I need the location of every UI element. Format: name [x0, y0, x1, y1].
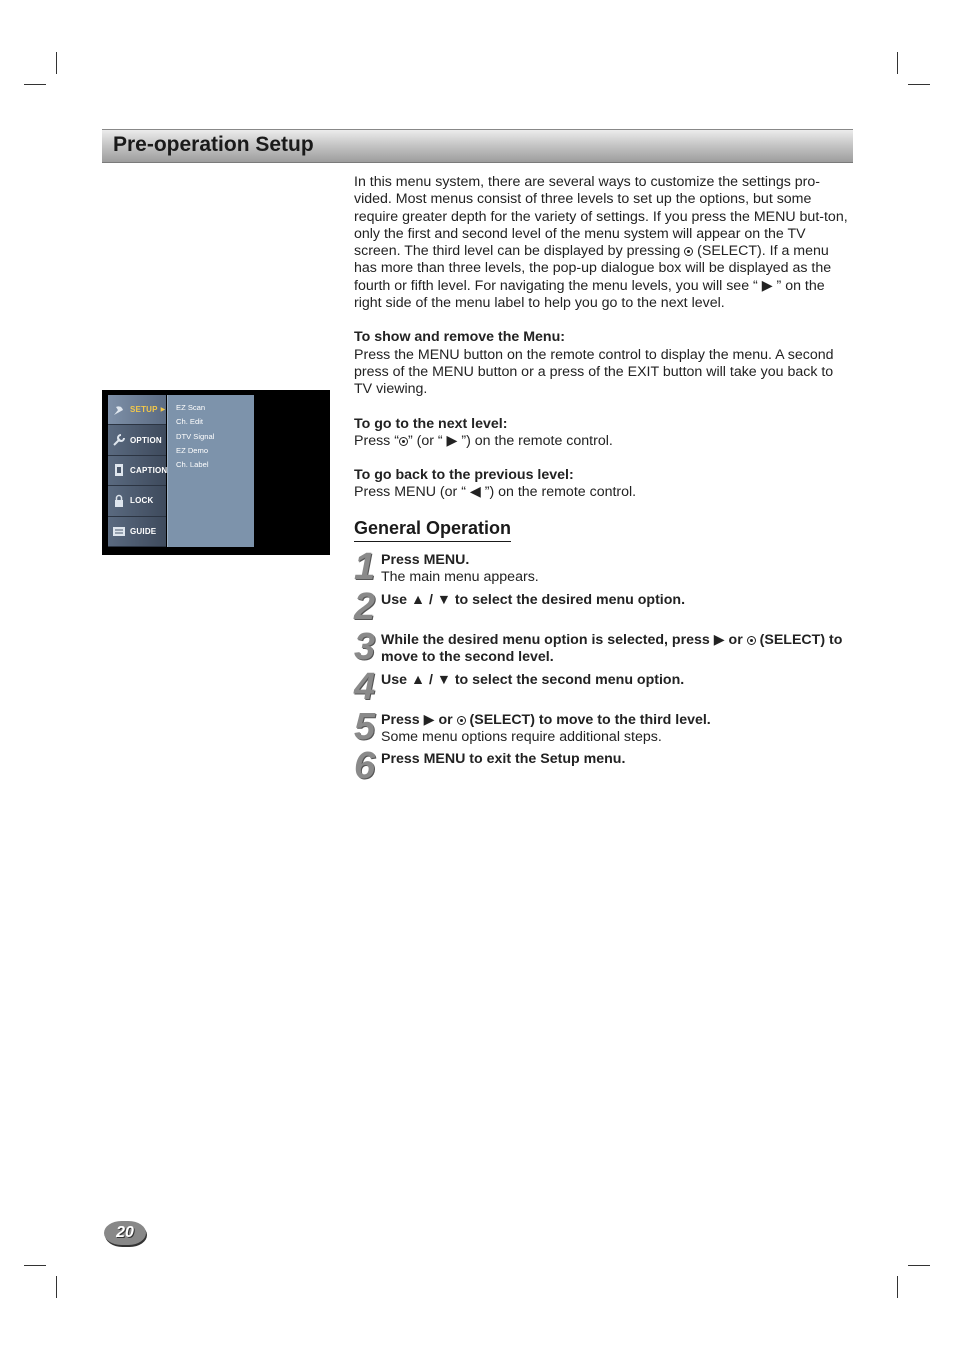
menu-item-guide: GUIDE [108, 517, 166, 547]
intro-paragraph: In this menu system, there are several ways to customize the settings pro-vided. Most menus consist of three levels to set up the options, but some require greater depth for the variety of settings. If you press the MENU but-ton, only the first and second level of the menu system will appear on the TV screen. The third level can be displayed by pressing (SELECT). If a menu has more than three levels, the pop-up dialogue box will be displayed as the fourth or fifth level. For navigating the menu levels, you will see “ ▶ ” on the right side of the menu label to help you go to the next level. [354, 174, 848, 312]
page-number: 20 [116, 1224, 134, 1241]
crop-mark [897, 52, 898, 74]
step-instruction: While the desired menu option is selected, press ▶ or (SELECT) to move to the second level. [381, 632, 843, 666]
section-title-bar [102, 129, 853, 163]
general-operation-heading: General Operation [354, 518, 511, 542]
menu-item-lock: LOCK [108, 486, 166, 516]
crop-mark [24, 1265, 46, 1266]
step-number: 2 [354, 586, 373, 628]
show-menu-body: Press the MENU button on the remote control to display the menu. A second press of the MENU button or a press of the EXIT button will take you back to TV viewing. [354, 346, 834, 398]
sub-menu-item: Ch. Edit [176, 417, 204, 427]
menu-item-caption: CAPTION [108, 456, 166, 486]
step-instruction: Press ▶ or (SELECT) to move to the third level. [381, 712, 711, 728]
select-icon [684, 247, 693, 256]
menu-item-setup: SETUP ▶ [108, 395, 166, 425]
step-instruction: Press MENU. [381, 552, 470, 568]
intro-text-block [354, 174, 852, 502]
sub-menu-item: Ch. Label [176, 460, 209, 470]
wrench-icon [112, 433, 126, 447]
page-number-badge [104, 1221, 146, 1245]
crop-mark [908, 1265, 930, 1266]
step-number: 3 [354, 626, 373, 668]
menu-item-option: OPTION [108, 425, 166, 455]
step-instruction: Use ▲ / ▼ to select the second menu option. [381, 672, 685, 688]
select-icon [399, 437, 408, 446]
select-icon [747, 636, 756, 645]
main-menu-column [108, 395, 166, 547]
page-title: Pre-operation Setup [113, 133, 314, 156]
crop-mark [56, 1276, 57, 1298]
sub-menu-item: EZ Demo [176, 445, 209, 455]
step-number: 1 [354, 546, 373, 588]
crop-mark [908, 84, 930, 85]
lock-icon [112, 494, 126, 508]
step-number: 6 [354, 745, 373, 787]
show-menu-heading: To show and remove the Menu: [354, 329, 565, 346]
step-instruction: Use ▲ / ▼ to select the desired menu option. [381, 592, 686, 608]
crop-mark [24, 84, 46, 85]
satellite-dish-icon [112, 403, 126, 417]
crop-mark [56, 52, 57, 74]
sub-menu-item: DTV Signal [176, 431, 215, 441]
step-note: The main menu appears. [381, 569, 539, 586]
arrow-right-icon: ▶ [160, 407, 166, 414]
next-level-body: Press “ ” (or “ ▶ ”) on the remote control. [354, 432, 613, 449]
crop-mark [897, 1276, 898, 1298]
prev-level-heading: To go back to the previous level: [354, 467, 574, 484]
caption-icon [112, 463, 126, 477]
prev-level-body: Press MENU (or “ ◀ ”) on the remote control. [354, 484, 637, 501]
sub-menu-item: EZ Scan [176, 403, 206, 412]
step-number: 5 [354, 706, 373, 748]
select-icon [457, 716, 466, 725]
sub-menu-column [167, 395, 254, 547]
guide-icon [112, 524, 126, 538]
step-number: 4 [354, 666, 373, 708]
tv-menu-screenshot [102, 390, 330, 555]
step-note: Some menu options require additional steps. [381, 729, 662, 746]
next-level-heading: To go to the next level: [354, 415, 508, 432]
step-instruction: Press MENU to exit the Setup menu. [381, 751, 626, 767]
